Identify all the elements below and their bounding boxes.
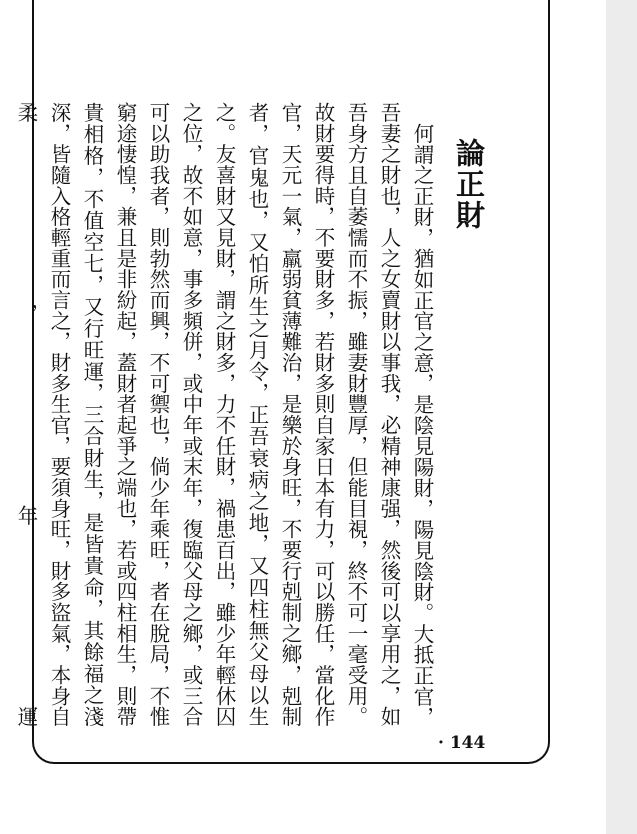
section-title: 論正財	[452, 138, 486, 231]
body-text	[14, 102, 438, 727]
adjacent-page-edge	[606, 0, 637, 834]
body-paragraph: 何謂之正財，猶如正官之意，是陰見陽財，陽見陰財。大抵正官，吾妻之財也，人之女賣財以事我，必精神康强，然後可以享用之，如吾身方且自萎懦而不振，雖妻財豐厚，但能目視，終不可一毫受用。故財要得時，不要財多，若財多則自家日本有力，可以勝任，當化作官，天元一氣，羸弱貧薄難治，是樂於身旺，不要行剋制之鄉，剋制者，官鬼也，又怕所生之月令，正吾衰病之地，又四柱無父母以生之。友喜財又見財，謂之財多，力不任財，禍患百出，雖少年輕休囚之位，故不如意，事多頻併，或中年或末年，復臨父母之鄉，或三合可以助我者，則勃然而興，不可禦也，倘少年乘旺，者在脫局，不惟窮途悽惶，兼且是非紛起，蓋財者起爭之端也，若或四柱相生，則帶貴相格，不值空七，又行旺運，三合財生，是皆貴命，其餘福之淺深，皆隨入格輕重而言之，財多生官，要須身旺，財多盜氣，本身自柔，年運	[14, 102, 434, 727]
page-number: · 144	[438, 733, 486, 753]
